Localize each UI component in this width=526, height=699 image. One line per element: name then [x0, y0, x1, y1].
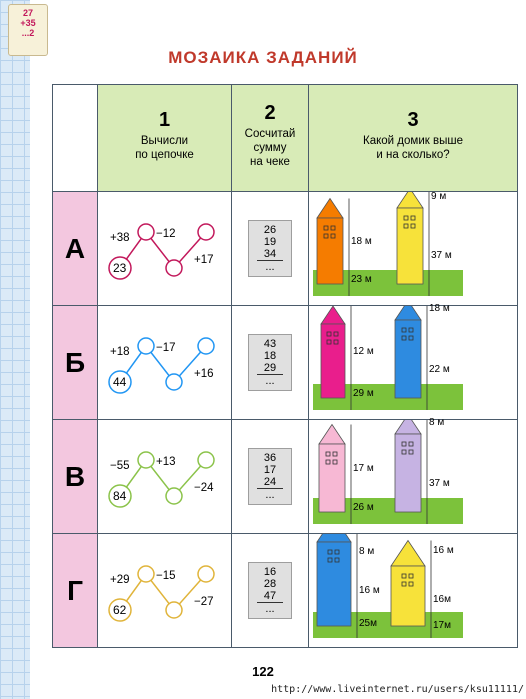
- receipt-number: 19: [263, 236, 277, 248]
- task-row: [53, 306, 518, 420]
- house-body: [395, 320, 421, 398]
- chain-circle: [138, 452, 154, 468]
- chain-diagram: [98, 306, 231, 419]
- houses-cell: [309, 302, 518, 420]
- house-height-label: 17 м: [353, 463, 374, 474]
- house-height-label: 25м: [359, 618, 377, 629]
- house-roof: [391, 541, 425, 567]
- chain-operation: +16: [194, 368, 214, 380]
- corner-cell: [53, 85, 98, 192]
- receipt-number: 26: [263, 224, 277, 236]
- task-row: [53, 192, 518, 306]
- chain-circle: [138, 224, 154, 240]
- houses-diagram: [309, 302, 465, 419]
- chain-start-value: 62: [113, 603, 127, 617]
- task-row: [53, 534, 518, 648]
- chain-start-value: 44: [113, 375, 127, 389]
- houses-cell: [309, 534, 518, 648]
- receipt-cell: [232, 534, 309, 648]
- houses-cell: [309, 192, 518, 306]
- house-height-label: 18 м: [351, 236, 372, 247]
- chain-cell: [98, 534, 232, 648]
- receipt-number: 34: [257, 248, 283, 261]
- chain-start-value: 23: [113, 261, 127, 275]
- house-height-label: 12 м: [353, 346, 374, 357]
- chain-circle: [166, 374, 182, 390]
- house-body: [321, 324, 345, 398]
- house-height-label: 9 м: [431, 190, 447, 202]
- chain-circle: [138, 566, 154, 582]
- house-height-label: 16 м: [433, 544, 454, 556]
- sticker-line: 27: [22, 8, 33, 18]
- receipt-number: 36: [263, 452, 277, 464]
- chain-circle: [198, 338, 214, 354]
- house-height-label: 37 м: [431, 250, 452, 261]
- chain-diagram: [98, 192, 231, 305]
- house-height-label: 8 м: [359, 546, 375, 557]
- houses-diagram: [309, 534, 465, 647]
- chain-circle: [198, 224, 214, 240]
- row-label: А: [53, 192, 98, 306]
- houses-diagram: [309, 192, 465, 305]
- receipt-number: 29: [257, 362, 283, 375]
- column-number: 1: [158, 108, 171, 131]
- houses-diagram: [309, 416, 465, 533]
- receipt: [248, 334, 292, 391]
- task-grid: [52, 84, 518, 648]
- chain-operation: +18: [110, 346, 130, 358]
- chain-circle: [166, 260, 182, 276]
- house-roof: [317, 199, 343, 219]
- sticker-line: +35: [20, 18, 36, 28]
- chain-circle: [166, 488, 182, 504]
- chain-circle: [198, 452, 214, 468]
- chain-operation: +13: [156, 456, 176, 468]
- page-number: 122: [252, 664, 274, 679]
- chain-operation: +17: [194, 254, 214, 266]
- receipt: [248, 220, 292, 277]
- receipt-number: ...: [265, 489, 275, 501]
- chain-operation: −55: [110, 460, 130, 472]
- column-text: Вычисли по цепочке: [135, 134, 194, 161]
- column-header-1: [98, 85, 232, 192]
- sticker-line: ...2: [21, 28, 35, 38]
- column-text: Какой домик выше и на сколько?: [363, 134, 463, 161]
- chain-operation: −24: [194, 482, 214, 494]
- row-label: В: [53, 420, 98, 534]
- house-height-label: 26 м: [353, 502, 374, 513]
- receipt-number: 24: [257, 476, 283, 489]
- receipt-number: 17: [263, 464, 277, 476]
- house-body: [319, 444, 345, 512]
- chain-operation: −15: [156, 570, 176, 582]
- house-height-label: 8 м: [429, 416, 445, 428]
- house-roof: [395, 420, 421, 434]
- chain-circle: [166, 602, 182, 618]
- house-roof: [319, 425, 345, 445]
- chain-operation: −27: [194, 596, 214, 608]
- house-height-label: 16 м: [359, 585, 380, 596]
- receipt-number: ...: [265, 603, 275, 615]
- chain-cell: [98, 420, 232, 534]
- house-body: [397, 208, 423, 284]
- receipt-number: 18: [263, 350, 277, 362]
- watermark-url: http://www.liveinternet.ru/users/ksu11111/: [271, 684, 524, 695]
- receipt-number: ...: [265, 375, 275, 387]
- receipt: [248, 562, 292, 619]
- house-body: [395, 434, 421, 512]
- column-number: 2: [264, 101, 276, 124]
- chain-circle: [198, 566, 214, 582]
- house-height-label: 37 м: [429, 478, 450, 489]
- chain-operation: +38: [110, 232, 130, 244]
- house-roof: [317, 534, 351, 542]
- column-header-3: [309, 85, 518, 192]
- chain-cell: [98, 192, 232, 306]
- header-row: [53, 85, 518, 192]
- house-height-label: 23 м: [351, 274, 372, 285]
- house-height-label: 16м: [433, 594, 451, 605]
- house-body: [391, 566, 425, 626]
- receipt-number: ...: [265, 261, 275, 273]
- chain-operation: −12: [156, 228, 176, 240]
- column-number: 3: [407, 108, 419, 131]
- receipt-number: 47: [257, 590, 283, 603]
- receipt-number: 43: [263, 338, 277, 350]
- chain-cell: [98, 306, 232, 420]
- row-label: Б: [53, 306, 98, 420]
- task-row: [53, 420, 518, 534]
- house-roof: [397, 192, 423, 208]
- row-label: Г: [53, 534, 98, 648]
- house-height-label: 29 м: [353, 388, 374, 399]
- house-roof: [395, 306, 421, 320]
- receipt-cell: [232, 306, 309, 420]
- receipt: [248, 448, 292, 505]
- page-title: МОЗАИКА ЗАДАНИЙ: [168, 48, 358, 67]
- house-roof: [321, 306, 345, 324]
- chain-operation: −17: [156, 342, 176, 354]
- receipt-cell: [232, 420, 309, 534]
- chain-diagram: [98, 534, 231, 647]
- receipt-cell: [232, 192, 309, 306]
- house-body: [317, 218, 343, 284]
- receipt-number: 28: [263, 578, 277, 590]
- house-height-label: 22 м: [429, 364, 450, 375]
- house-height-label: 18 м: [429, 302, 450, 314]
- column-text: Сосчитай сумму на чеке: [244, 127, 296, 168]
- house-body: [317, 542, 351, 626]
- houses-cell: [309, 416, 518, 534]
- receipt-number: 16: [263, 566, 277, 578]
- chain-circle: [138, 338, 154, 354]
- chain-diagram: [98, 420, 231, 533]
- chain-start-value: 84: [113, 489, 127, 503]
- house-height-label: 17м: [433, 620, 451, 631]
- column-header-2: [232, 85, 309, 192]
- chain-operation: +29: [110, 574, 130, 586]
